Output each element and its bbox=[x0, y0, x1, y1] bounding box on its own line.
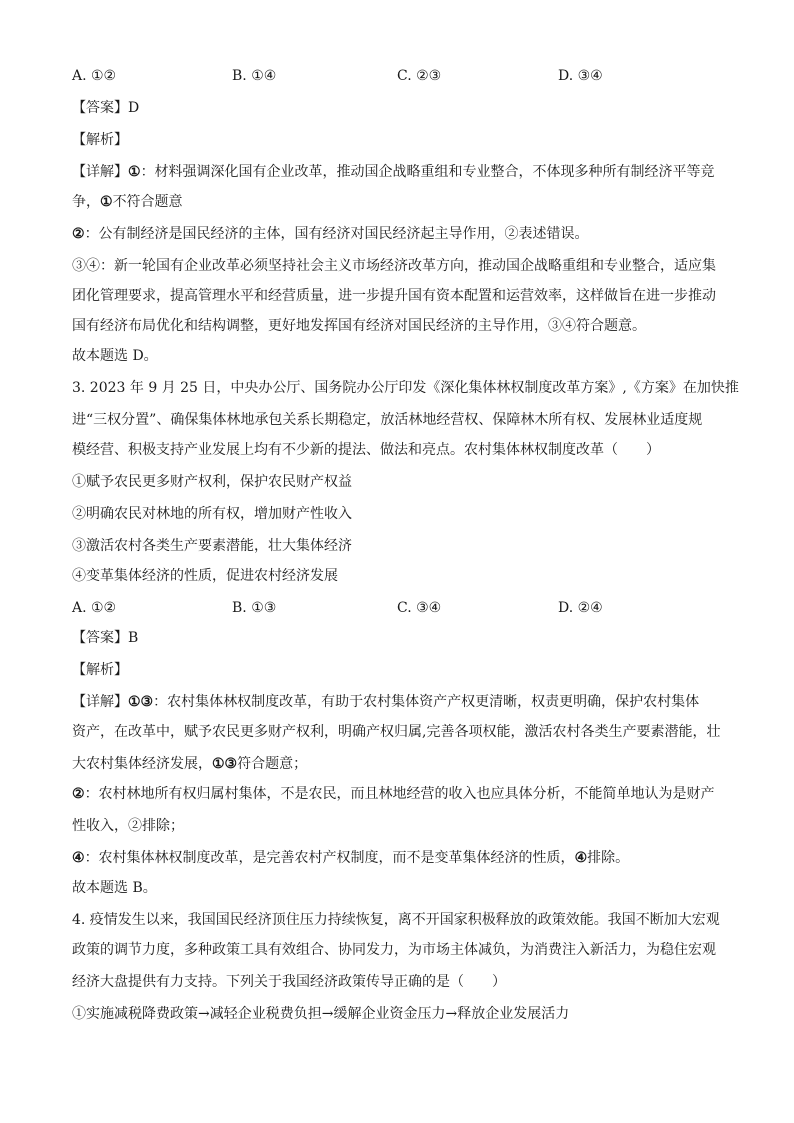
q2-detail-line-5: 团化管理要求，提高管理水平和经营质量，进一步提升国有资本配置和运营效率，这样做旨在进一步推动 bbox=[72, 288, 716, 304]
item-mark: ① bbox=[128, 164, 141, 180]
q4-stem-line-1: 4. 疫情发生以来，我国国民经济顶住压力持续恢复，离不开国家积极释放的政策效能。我国不断加大宏观 bbox=[72, 912, 720, 928]
q2-option-c: C. ②③ bbox=[397, 68, 442, 84]
detail-text: ：农村林地所有权归属村集体，不是农民，而且林地经营的收入也应具体分析，不能简单地认为是财产 bbox=[84, 786, 715, 802]
q3-detail-line-2: 资产，在改革中，赋予农民更多财产权利，明确产权归属,完善各项权能，激活农村各类生产要素潜能，壮 bbox=[72, 724, 721, 740]
detail-text: 排除。 bbox=[587, 850, 630, 866]
q3-stem-line-3: 模经营、积极支持产业发展上均有不少新的提法、做法和亮点。农村集体林权制度改革（ ） bbox=[72, 442, 660, 458]
q4-stem-line-3: 经济大盘提供有力支持。下列关于我国经济政策传导正确的是（ ） bbox=[72, 974, 506, 990]
q3-detail-line-1 bbox=[72, 692, 699, 712]
q3-item-2: ②明确农民对林地的所有权，增加财产性收入 bbox=[72, 506, 352, 522]
detail-text: 不符合题意 bbox=[112, 194, 183, 210]
item-mark: ④ bbox=[72, 850, 85, 866]
q2-conclusion: 故本题选 D。 bbox=[72, 348, 158, 364]
q2-detail-line-1 bbox=[72, 162, 715, 182]
q2-detail-line-3 bbox=[72, 224, 589, 244]
detail-tag: 【详解】 bbox=[72, 694, 128, 710]
q4-stem-line-2: 政策的调节力度，多种政策工具有效组合、协同发力，为市场主体减负，为消费注入新活力，为稳住宏观 bbox=[72, 942, 716, 958]
item-mark: ② bbox=[72, 786, 85, 802]
item-mark: ① bbox=[100, 194, 113, 210]
detail-text: ：材料强调深化国有企业改革，推动国企战略重组和专业整合，不体现多种所有制经济平等竞 bbox=[140, 164, 715, 180]
item-mark: ①③ bbox=[212, 756, 238, 772]
q2-answer: 【答案】D bbox=[72, 100, 140, 116]
q3-detail-line-4 bbox=[72, 784, 715, 804]
q2-detail-line-6: 国有经济布局优化和结构调整，更好地发挥国有经济对国民经济的主导作用，③④符合题意。 bbox=[72, 318, 646, 334]
q3-answer: 【答案】B bbox=[72, 630, 139, 646]
q2-option-d: D. ③④ bbox=[558, 68, 603, 84]
detail-text: 符合题意； bbox=[237, 756, 308, 772]
q2-detail-line-4: ③④：新一轮国有企业改革必须坚持社会主义市场经济改革方向，推动国企战略重组和专业整合，适应集 bbox=[72, 258, 716, 274]
detail-text: 排除； bbox=[142, 818, 184, 834]
q2-option-a: A. ①② bbox=[72, 68, 117, 84]
q3-item-4: ④变革集体经济的性质，促进农村经济发展 bbox=[72, 568, 338, 584]
detail-tag: 【详解】 bbox=[72, 164, 128, 180]
detail-text: 大农村集体经济发展， bbox=[72, 756, 212, 772]
q3-option-c: C. ③④ bbox=[397, 600, 442, 616]
q3-option-d: D. ②④ bbox=[558, 600, 603, 616]
q3-detail-line-5 bbox=[72, 816, 184, 836]
q3-detail-line-6 bbox=[72, 848, 629, 868]
q2-detail-line-2 bbox=[72, 192, 183, 212]
q3-stem-line-1: 3. 2023 年 9 月 25 日，中央办公厅、国务院办公厅印发《深化集体林权制度改革方案》,《方案》在加快推 bbox=[72, 380, 739, 396]
item-mark: ①③ bbox=[128, 694, 154, 710]
q3-option-b: B. ①③ bbox=[232, 600, 277, 616]
q2-analysis-label: 【解析】 bbox=[72, 132, 128, 148]
q3-analysis-label: 【解析】 bbox=[72, 662, 128, 678]
q3-item-3: ③激活农村各类生产要素潜能，壮大集体经济 bbox=[72, 538, 352, 554]
q3-detail-line-3 bbox=[72, 754, 307, 774]
q3-stem-line-2: 进“三权分置”、确保集体林地承包关系长期稳定，放活林地经营权、保障林木所有权、发展林业适度规 bbox=[72, 412, 703, 428]
detail-text: 争， bbox=[72, 194, 100, 210]
q3-conclusion: 故本题选 B。 bbox=[72, 880, 157, 896]
detail-text: ：农村集体林权制度改革，是完善农村产权制度，而不是变革集体经济的性质， bbox=[84, 850, 575, 866]
q2-option-b: B. ①④ bbox=[232, 68, 277, 84]
q4-item-1: ①实施减税降费政策→减轻企业税费负担→缓解企业资金压力→释放企业发展活力 bbox=[72, 1006, 570, 1022]
item-mark: ② bbox=[72, 226, 85, 242]
item-mark: ④ bbox=[574, 850, 588, 866]
detail-text: ：公有制经济是国民经济的主体，国有经济对国民经济起主导作用，②表述错误。 bbox=[84, 226, 589, 242]
detail-text: ：农村集体林权制度改革，有助于农村集体资产产权更清晰，权责更明确，保护农村集体 bbox=[153, 694, 700, 710]
item-mark: ② bbox=[128, 818, 142, 834]
q3-option-a: A. ①② bbox=[72, 600, 117, 616]
detail-text: 性收入， bbox=[72, 818, 128, 834]
q3-item-1: ①赋予农民更多财产权利，保护农民财产权益 bbox=[72, 474, 352, 490]
